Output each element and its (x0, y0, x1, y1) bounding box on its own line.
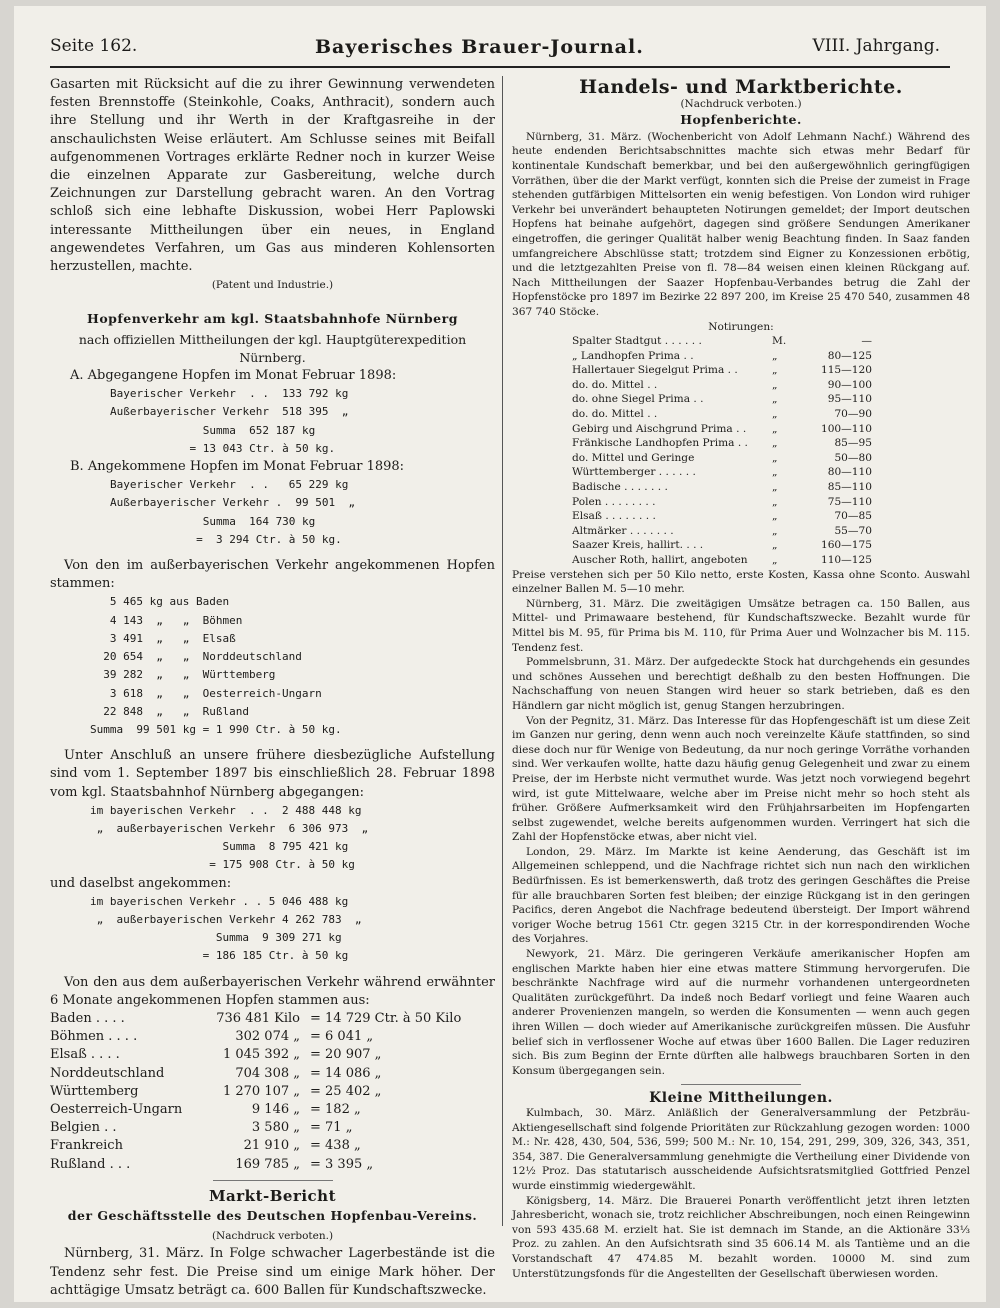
table-row: „ Landhopfen Prima . . „ 80—125 (572, 349, 872, 362)
report-pegnitz: Von der Pegnitz, 31. März. Das Interesse für das Hopfengeschäft ist um diese Zeit im Ganzen nur gering, denn wenn auch noch vereinzelte Käufe stattfinden, so sind diese doch nur für Wenige von Bedeutung, da nur noch geringe Vorräthe vorhanden sind. Wer verkaufen wollte, hatte dazu häufig genug Gelegenheit und zwar zu einem Preise, der im Herbste nicht vermuthet wurde. Was jetzt noch vorwiegend begehrt wird, ist gute Mittelwaare, welche aber im Preise nicht mehr so hoch steht als früher. Größere Aufmerksamkeit wird den Frühjahrsarbeiten im Hopfengarten selbst zugewendet, welche bereits aufgenommen wurden. Verringert hat sich die Zahl der Hopfenstöcke etwas, aber nicht viel. (512, 714, 970, 844)
section-b-line: Summa 164 730 kg (110, 514, 316, 528)
table-row: Altmärker . . . . . . . „ 55—70 (572, 524, 872, 537)
table-row: Elsaß . . . . . . . . „ 70—85 (572, 510, 872, 523)
report-koenigsberg: Königsberg, 14. März. Die Brauerei Ponarth veröffentlicht jetzt ihren letzten Jahresbericht, wonach sie, trotz reichlicher Abschreibungen, noch einen Reingewinn von 593 435.68 M. erzielt hat. Sie ist demnach im Stande, an die Aktionäre 33⅓ Proz. zu zahlen. An den Aufsichtsrath sind 35 606.14 M. als Tantième und an die Vorstandschaft 47 474.85 M. bezahlt worden. 10000 M. sind zum Unterstützungsfonds für die Angestellten der Gesellschaft überwiesen worden. (512, 1194, 970, 1280)
table-row: do. do. Mittel . . „ 70—90 (572, 408, 872, 421)
section-note: (Nachdruck verboten.) (680, 97, 802, 110)
table-row: do. ohne Siegel Prima . . „ 95—110 (572, 393, 872, 406)
section-a-title: A. Abgegangene Hopfen im Monat Februar 1898: (70, 368, 397, 384)
summary-mid: und daselbst angekommen: (50, 875, 232, 891)
origin-line: 3 618 „ „ Oesterreich-Ungarn (90, 686, 322, 700)
report-nuernberg-1: Nürnberg, 31. März. (Wochenbericht von Adolf Lehmann Nachf.) Während des heute endenden Berichtsabschnittes machte sich etwas mehr Bedarf für kontinentale Kundschaft bemerkbar, und bei den außergewöhnlich geringfügigen Vorräthen, über die der Markt verfügt, konnten sich die Preise der zumeist in Frage stehenden gutfärbigen Mittelsorten ein wenig befestigen. Von London wird ruhiger Verkehr bei unverändert behaupteten Notirungen gemeldet; der Import deutschen Hopfens hat beinahe aufgehört, dagegen sind größere Sendungen Amerikaner eingetroffen, die geringer Qualität halber wenig Beachtung finden. In Saaz fanden umfangreichere Abschlüsse statt; trotzdem sind Eigner zu Konzessionen erbötig, und die letztgezahlten Preise von fl. 78—84 weisen einen kleinen Rückgang auf. Nach Mittheilungen der Saazer Hopfenbau-Verbandes betrug die Zahl der Hopfenstöcke pro 1897 im Bezirke 22 897 200, im Kreise 25 470 540, zusammen 48 367 740 Stöcke. (512, 130, 970, 318)
table-row: Elsaß . . . . 1 045 392 „ = 20 907 „ (50, 1047, 382, 1063)
table-row: Auscher Roth, hallirt, angeboten „ 110—125 (572, 554, 872, 566)
table-row: Oesterreich-Ungarn 9 146 „ = 182 „ (50, 1101, 361, 1117)
table-row: Belgien . . 3 580 „ = 71 „ (50, 1120, 353, 1136)
intro-source: (Patent und Industrie.) (211, 279, 334, 292)
table-row: Württemberger . . . . . . „ 80—110 (572, 466, 872, 479)
table-row: Saazer Kreis, hallirt. . . . „ 160—175 (572, 539, 872, 552)
origin-line: 3 491 „ „ Elsaß (90, 631, 236, 645)
summary-line: Summa 9 309 271 kg (90, 931, 342, 945)
origin-intro: Von den im außerbayerischen Verkehr angekommenen Hopfen stammen: (50, 558, 495, 592)
hopfen-subtitle: nach offiziellen Mittheilungen der kgl. Hauptgüterexpedition Nürnberg. (78, 331, 467, 365)
six-months-table (50, 1010, 495, 1174)
section-b-title: B. Angekommene Hopfen im Monat Februar 1898: (70, 459, 405, 475)
table-row: Gebirg und Aischgrund Prima . . „ 100—110 (572, 422, 872, 435)
table-row: Polen . . . . . . . . „ 75—110 (572, 495, 872, 508)
summary-line: „ außerbayerischen Verkehr 6 306 973 „ (90, 821, 369, 835)
table-row: Hallertauer Siegelgut Prima . . „ 115—120 (572, 364, 872, 377)
section-a-line: Summa 652 187 kg (110, 423, 316, 437)
notirungen-table (512, 334, 970, 568)
origin-line: 39 282 „ „ Württemberg (90, 668, 276, 682)
markt-text: Nürnberg, 31. März. In Folge schwacher Lagerbestände ist die Tendenz sehr fest. Die Preise sind um einige Mark höher. Der achttägige Umsatz beträgt ca. 600 Ballen für Kundschaftszwecke. (50, 1246, 495, 1298)
journal-title: Bayerisches Brauer-Journal. (315, 36, 644, 58)
left-column (50, 76, 495, 1300)
running-header (50, 30, 950, 68)
section-rule (213, 1180, 333, 1181)
section-a-line: Bayerischer Verkehr . . 133 792 kg (110, 387, 349, 401)
section-a-line: = 13 043 Ctr. à 50 kg. (110, 441, 336, 455)
markt-note: (Nachdruck verboten.) (211, 1230, 334, 1243)
volume-label: VIII. Jahrgang. (812, 36, 940, 56)
origin-sum: Summa 99 501 kg = 1 990 Ctr. à 50 kg. (90, 722, 342, 736)
right-column (512, 76, 970, 1281)
column-divider (502, 76, 503, 1226)
section-rule (681, 1084, 801, 1085)
origin-line: 5 465 kg aus Baden (90, 595, 230, 609)
markt-subtitle: der Geschäftsstelle des Deutschen Hopfenbau-Vereins. (67, 1207, 478, 1223)
section-a-line: Außerbayerischer Verkehr 518 395 „ (110, 405, 349, 419)
table-row: Spalter Stadtgut . . . . . . M. — (572, 335, 872, 348)
report-nuernberg-2: Nürnberg, 31. März. Die zweitägigen Umsätze betragen ca. 150 Ballen, aus Mittel- und Primawaare bestehend, für Kundschaftszwecke. Bezahlt wurde für Mittel bis M. 95, für Prima bis M. 110, für Prima Auer und Wolnzacher bis M. 115. Tendenz fest. (512, 597, 970, 654)
summary-line: „ außerbayerischen Verkehr 4 262 783 „ (90, 912, 362, 926)
hopfen-title: Hopfenverkehr am kgl. Staatsbahnhofe Nürnberg (87, 311, 458, 327)
notirungen-note: Preise verstehen sich per 50 Kilo netto, erste Kosten, Kassa ohne Sconto. Auswahl einzelner Ballen M. 5—10 mehr. (512, 568, 970, 596)
summary-line: im bayerischen Verkehr . . 2 488 448 kg (90, 803, 362, 817)
markt-title: Markt-Bericht (208, 1186, 337, 1205)
kleine-title: Kleine Mittheilungen. (649, 1090, 833, 1107)
summary-line: = 175 908 Ctr. à 50 kg (90, 858, 355, 872)
table-row: Fränkische Landhopfen Prima . . „ 85—95 (572, 437, 872, 450)
summary-line: = 186 185 Ctr. à 50 kg (90, 949, 349, 963)
newspaper-page (14, 6, 986, 1302)
table-row: Böhmen . . . . 302 074 „ = 6 041 „ (50, 1029, 374, 1045)
origin-line: 4 143 „ „ Böhmen (90, 613, 243, 627)
section-b-line: = 3 294 Ctr. à 50 kg. (110, 532, 342, 546)
section-b-line: Bayerischer Verkehr . . 65 229 kg (110, 478, 349, 492)
table-row: Baden . . . . 736 481 Kilo = 14 729 Ctr. à 50 Kilo (50, 1010, 462, 1026)
summary-intro: Unter Anschluß an unsere frühere diesbezügliche Aufstellung sind vom 1. September 1897 bis einschließlich 28. Februar 1898 vom kgl. Staatsbahnhof Nürnberg abgegangen: (50, 748, 495, 800)
section-b-line: Außerbayerischer Verkehr . 99 501 „ (110, 496, 356, 510)
origin-line: 20 654 „ „ Norddeutschland (90, 650, 302, 664)
report-kulmbach: Kulmbach, 30. März. Anläßlich der Generalversammlung der Petzbräu-Aktiengesellschaft sind folgende Prioritäten zur Rückzahlung gezogen worden: 1000 M.: Nr. 428, 430, 504, 536, 599; 500 M.: Nr. 10, 154, 291, 299, 309, 326, 343, 351, 354, 387. Die Generalversammlung genehmigte die Vertheilung einer Dividende von 12½ Proz. Das statutarisch ausscheidende Aufsichtsratsmitglied Gottfried Penzel wurde einstimmig wiedergewählt. (512, 1106, 970, 1192)
page-number: Seite 162. (50, 36, 138, 56)
section-subtitle: Hopfenberichte. (680, 112, 802, 128)
table-row: Frankreich 21 910 „ = 438 „ (50, 1138, 361, 1154)
table-row: do. Mittel und Geringe „ 50—80 (572, 451, 872, 464)
table-row: Norddeutschland 704 308 „ = 14 086 „ (50, 1065, 382, 1081)
notirungen-label: Notirungen: (708, 320, 774, 333)
intro-paragraph: Gasarten mit Rücksicht auf die zu ihrer Gewinnung verwendeten festen Brennstoffe (Steinkohle, Coaks, Anthracit), sondern auch ihre Stellung und ihr Werth in der Kraftgasreihe in der anschaulichsten Weise erläutert. Am Schlusse seines mit Beifall aufgenommenen Vortrages erklärte Redner noch in kurzer Weise die einzelnen Apparate zur Gasbereitung, welche durch Zeichnungen zur Darstellung gebracht waren. An den Vortrag schloß sich eine lebhafte Diskussion, wobei Herr Paplowski interessante Mittheilungen über ein neues, in England angewendetes Verfahren, um Gas aus minderen Kohlensorten herzustellen, machte. (50, 77, 495, 275)
report-newyork: Newyork, 21. März. Die geringeren Verkäufe amerikanischer Hopfen am englischen Markte haben hier eine etwas mattere Stimmung hervorgerufen. Die beschränkte Nachfrage wird auf die nurmehr vorhandenen untergeordneten Qualitäten zurückgeführt. Da indeß noch Bedarf vorliegt und feine Waaren auch anderer Provenienzen mangeln, so werden die Konsumenten — wenn auch gegen ihren Willen — doch wieder auf Amerikanische zurückgreifen müssen. Die Ausfuhr belief sich in verflossener Woche auf etwas über 1600 Ballen. Die Lager reduziren sich. Bis zum Beginn der Ernte dürften alle halbwegs brauchbaren Sorten in den Konsum übergegangen sein. (512, 948, 970, 1077)
report-pommelsbrunn: Pommelsbrunn, 31. März. Der aufgedeckte Stock hat durchgehends ein gesundes und schönes Aussehen und berechtigt deßhalb zu den besten Hoffnungen. Die Nachschaffung von neuen Stangen wird heuer so stark betrieben, daß es den Händlern gar nicht möglich ist, genug Stangen herzubringen. (512, 656, 970, 712)
six-months-intro: Von den aus dem außerbayerischen Verkehr während erwähnter 6 Monate angekommenen Hopfen stammen aus: (50, 974, 495, 1008)
section-title: Handels- und Marktberichte. (579, 76, 903, 98)
summary-line: Summa 8 795 421 kg (90, 840, 349, 854)
table-row: Rußland . . . 169 785 „ = 3 395 „ (50, 1156, 374, 1172)
report-london: London, 29. März. Im Markte ist keine Aenderung, das Geschäft ist im Allgemeinen schleppend, und die Nachfrage richtet sich nun nach den wirklichen Bedürfnissen. Es ist bemerkenswerth, daß trotz des geringen Geschäftes die Preise für alle brauchbaren Sorten fest bleiben; der einzige Rückgang ist in den geringen Pacifics, deren Angebot die Nachfrage bedeutend übersteigt. Der Import während voriger Woche betrug 1561 Ctr. gegen 3215 Ctr. in der korrespondirenden Woche des Vorjahres. (512, 845, 970, 946)
origin-line: 22 848 „ „ Rußland (90, 704, 249, 718)
table-row: Badische . . . . . . . „ 85—110 (572, 481, 872, 494)
table-row: do. do. Mittel . . „ 90—100 (572, 378, 872, 391)
summary-line: im bayerischen Verkehr . . 5 046 488 kg (90, 894, 349, 908)
table-row: Württemberg 1 270 107 „ = 25 402 „ (50, 1083, 382, 1099)
